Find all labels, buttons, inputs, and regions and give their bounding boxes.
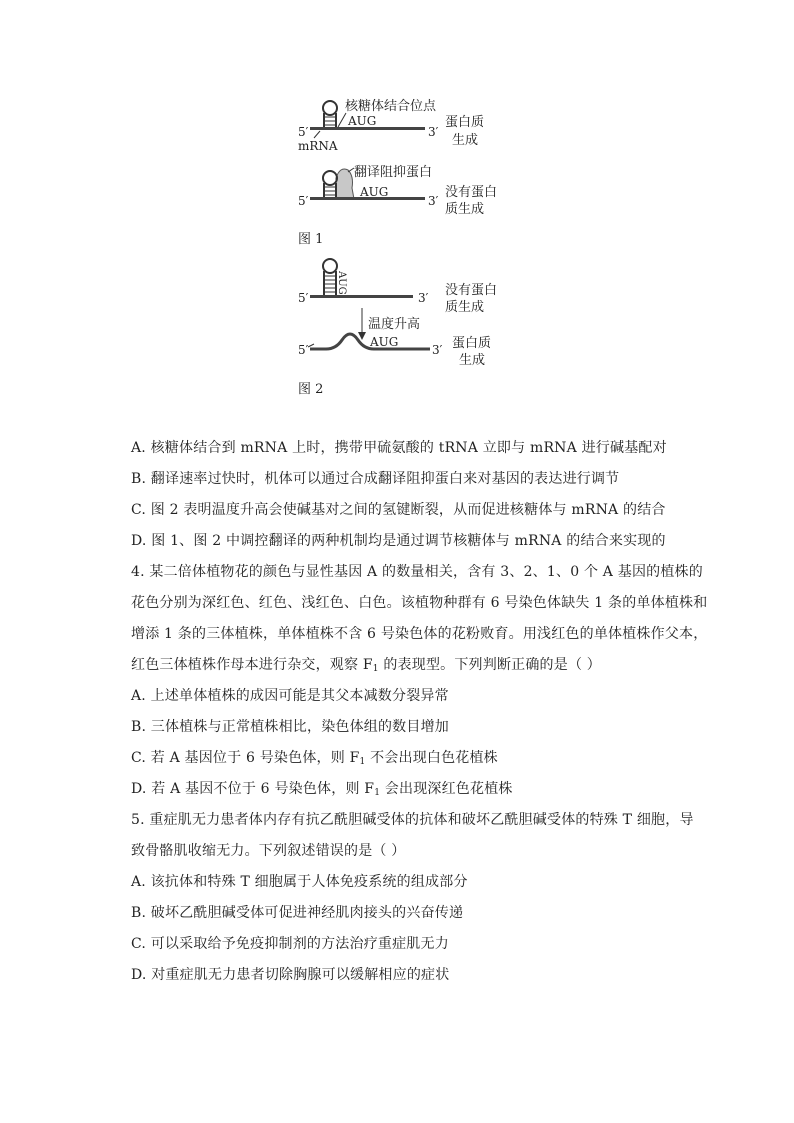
fig2-a-five-prime: 5′ xyxy=(298,291,309,305)
fig2-b-three-prime: 3′ xyxy=(432,343,443,357)
q5-option-c: C. 可以采取给予免疫抑制剂的方法治疗重症肌无力 xyxy=(131,936,449,952)
fig1-a-aug: AUG xyxy=(348,114,377,128)
fig1-b-result-line2: 质生成 xyxy=(445,202,485,217)
fig2-part-a xyxy=(298,259,497,315)
fig1-b-result-line1: 没有蛋白 xyxy=(445,185,498,200)
q4-option-c-tail: 不会出现白色花植株 xyxy=(365,750,498,766)
q5-stem-line2: 致骨骼肌收缩无力。下列叙述错误的是（ ） xyxy=(131,843,406,859)
q4-option-c-text: C. 若 A 基因位于 6 号染色体，则 F xyxy=(131,750,360,766)
q5-option-a: A. 该抗体和特殊 T 细胞属于人体免疫系统的组成部分 xyxy=(131,874,468,890)
fig1-ribosome-site-label: 核糖体结合位点 xyxy=(345,99,437,114)
q4-stem-line4 xyxy=(131,655,711,679)
q4-stem-line1: 4. 某二倍体植物花的颜色与显性基因 A 的数量相关，含有 3、2、1、0 个 A 基因的植株的 xyxy=(131,564,703,580)
q4-stem-line2: 花色分别为深红色、红色、浅红色、白色。该植物种群有 6 号染色体缺失 1 条的单体植株和 xyxy=(131,595,708,611)
q5-option-d: D. 对重症肌无力患者切除胸腺可以缓解相应的症状 xyxy=(131,967,450,983)
fig1-a-three-prime: 3′ xyxy=(428,125,439,139)
q4-option-c xyxy=(131,748,711,772)
fig1-b-aug: AUG xyxy=(360,185,389,199)
q3-option-c: C. 图 2 表明温度升高会使碱基对之间的氢键断裂，从而促进核糖体与 mRNA 的结合 xyxy=(131,502,666,518)
q4-option-d xyxy=(131,779,711,803)
q4-stem-line4-subscript: 1 xyxy=(372,664,379,674)
fig2-a-aug-vertical: AUG xyxy=(336,271,347,295)
q4-option-d-subscript: 1 xyxy=(374,788,381,798)
fig2-a-mrna-strand xyxy=(310,295,413,298)
fig2-a-result-line1: 没有蛋白 xyxy=(445,283,498,298)
q4-option-c-subscript: 1 xyxy=(359,757,366,767)
q4-option-b: B. 三体植株与正常植株相比，染色体组的数目增加 xyxy=(131,719,449,735)
q3-option-b: B. 翻译速率过快时，机体可以通过合成翻译阻抑蛋白来对基因的表达进行调节 xyxy=(131,471,620,487)
fig1-part-b xyxy=(298,164,497,217)
fig1-mrna-label: mRNA xyxy=(298,139,338,153)
fig1-repressor-label: 翻译阻抑蛋白 xyxy=(354,165,433,180)
fig2-temp-label: 温度升高 xyxy=(368,317,421,332)
q3-option-d: D. 图 1、图 2 中调控翻译的两种机制均是通过调节核糖体与 mRNA 的结合来实现的 xyxy=(131,533,666,549)
q4-option-a: A. 上述单体植株的成因可能是其父本减数分裂异常 xyxy=(131,688,449,704)
fig2-b-five-prime: 5′ xyxy=(298,343,309,357)
fig1-b-five-prime: 5′ xyxy=(298,194,309,208)
fig2-a-result-line2: 质生成 xyxy=(445,300,485,315)
q4-option-d-tail: 会出现深红色花植株 xyxy=(380,781,513,797)
fig2-b-result-line2: 生成 xyxy=(459,353,486,368)
q4-option-d-text: D. 若 A 基因不位于 6 号染色体，则 F xyxy=(131,781,375,797)
q4-stem-line3: 增添 1 条的三体植株，单体植株不含 6 号染色体的花粉败育。用浅红色的单体植株作父本， xyxy=(131,626,708,642)
fig2-a-hairpin-loop xyxy=(323,259,337,273)
fig1-b-three-prime: 3′ xyxy=(428,194,439,208)
fig1-a-hairpin-loop xyxy=(323,101,337,115)
q5-stem-line1: 5. 重症肌无力患者体内存有抗乙酰胆碱受体的抗体和破坏乙酰胆碱受体的特殊 T 细胞，导 xyxy=(131,812,694,828)
q5-option-b: B. 破坏乙酰胆碱受体可促进神经肌肉接头的兴奋传递 xyxy=(131,905,464,921)
q4-stem-line4-tail: 的表现型。下列判断正确的是（ ） xyxy=(378,657,602,673)
fig1-a-result-line2: 生成 xyxy=(452,133,479,148)
q3-option-a: A. 核糖体结合到 mRNA 上时，携带甲硫氨酸的 tRNA 立即与 mRNA 进行碱基配对 xyxy=(131,440,667,456)
fig2-b-aug: AUG xyxy=(370,335,399,349)
figure-1 xyxy=(290,92,520,250)
fig2-caption: 图 2 xyxy=(298,382,324,397)
fig1-repressor-protein xyxy=(336,169,354,199)
fig2-part-b xyxy=(298,334,491,368)
fig2-b-result-line1: 蛋白质 xyxy=(452,336,492,351)
fig1-a-five-prime: 5′ xyxy=(298,125,309,139)
q4-stem-line4-text: 红色三体植株作母本进行杂交，观察 F xyxy=(131,657,373,673)
fig1-part-a xyxy=(298,98,484,153)
fig2-a-three-prime: 3′ xyxy=(418,291,429,305)
fig1-a-result-line1: 蛋白质 xyxy=(445,115,485,130)
fig1-caption: 图 1 xyxy=(298,232,324,247)
figure-2 xyxy=(290,252,520,402)
